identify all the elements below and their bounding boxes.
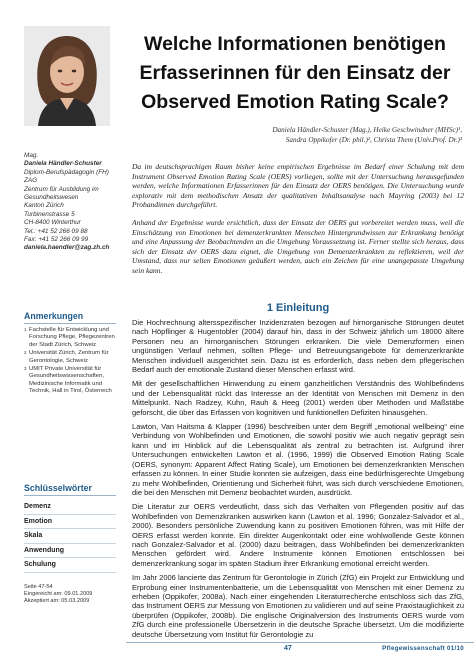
article-meta: [24, 584, 116, 606]
note-item: [24, 366, 116, 396]
address-line: CH-8400 Winterthur: [24, 219, 81, 227]
note-item: [24, 350, 116, 365]
note-number: 1: [24, 327, 27, 332]
title-line-1: Welche Informationen benötigen: [144, 33, 446, 55]
page-footer: [126, 642, 474, 655]
keyword-item: Skala: [24, 529, 116, 544]
abstract-paragraph: Da im deutschsprachigen Raum bisher keine empirischen Ergebnisse im Bedarf einer Schulung mit dem Instrument Observed Emotion Rating Scale (OERS) vorliegen, sollte mit der Untersuchung herausgefunden werden, welche Informationen Erfasserinnen für den Einsatz der OERS benötigen. Die Untersuchung wurde explorativ mit dem methodischen Ansatz der qualitativen Inhaltsanalyse nach Mayring (2003) bei 12 Probandinnen durchgeführt.: [132, 162, 464, 210]
keyword-item: Demenz: [24, 500, 116, 515]
address-line: Tel.: +41 52 266 09 88: [24, 227, 88, 235]
correspondence-address: [24, 152, 116, 253]
author-line-1: Daniela Händler-Schuster (Mag.), Heike Geschwindner (MHSc)¹,: [272, 126, 462, 134]
page-range: Seite 47-54: [24, 584, 53, 590]
notes-heading: Anmerkungen: [24, 311, 116, 324]
body-paragraph: Lawton, Van Haitsma & Klapper (1996) beschreiben unter dem Begriff „emotional wellbeing“ eine Verbindung von Wohlbefinden und Emotionen, die sowohl positiv wie auch negativ geprägt sein kann und im Hinblick auf die Lebensqualität als zentral zu betrachten ist. Aufgrund ihrer Untersuchungen entwickelten Lawton et al. (1996, 1999) die Observed Emotion Rating Scale (OERS, synonym: Apparent Affect Rating Scale), um Emotionen bei demenzerkrankten Menschen erfassen zu können. In einer Studie konnten sie aufzeigen, dass eine bedürfnisgerechte Umgebung zu mehr Wohlbefinden, Orientierung und Sicherheit führt, was sich durch verschiedene Emotionen, die bei den Menschen mit Demenz beobachtet wurden, ausdrückt.: [132, 422, 464, 497]
note-text: Fachstelle für Entwicklung und Forschung Pflege, Pflegezentren der Stadt Zürich, Schweiz: [29, 327, 115, 348]
note-text: UMIT Private Universität für Gesundheitswissenschaften, Medizinische Informatik und Technik, Hall in Tirol, Österreich: [29, 366, 112, 395]
section-body: [132, 318, 464, 639]
keywords-list: [24, 500, 116, 573]
address-line: Zentrum für Ausbildung im: [24, 185, 99, 193]
title-line-3: Observed Emotion Rating Scale?: [141, 91, 449, 113]
body-paragraph: Die Hochrechnung altersspezifischer Inzidenzraten bezogen auf hirnorganische Störungen deutet nach Höpflinger & Hugentobler (2004) darauf hin, dass in der Schweiz jährlich um 18000 ältere Personen neu an hirnorganischen Störungen erkranken. Die viele Demenzformen einen ungünstigen Verlauf nehmen, sollten Pflege- und Betreuungsangebote für demenzerkrankte Menschen individuell ausgerichtet sein. Dazu ist es erforderlich, dass neben dem pflegerischen Bedarf auch der emotionale Zustand dieser Menschen erfasst wird.: [132, 318, 464, 375]
address-line: Fax: +41 52 266 09 99: [24, 236, 89, 244]
note-text: Universität Zürich, Zentrum für Gerontologie, Schweiz: [29, 350, 109, 364]
article-title: [125, 30, 465, 117]
author-line-2: Sandra Oppikofer (Dr. phil.)², Christa Them (Univ.Prof. Dr.)³: [285, 136, 462, 144]
note-item: [24, 327, 116, 349]
author-list: [132, 125, 462, 145]
accepted-date: Akzeptiert am: 05.03.2009: [24, 598, 90, 605]
section-title: 1 Einleitung: [266, 302, 330, 314]
address-title: Mag.: [24, 152, 39, 159]
keyword-item: Emotion: [24, 515, 116, 530]
keywords-heading: Schlüsselwörter: [24, 483, 116, 496]
address-line: Diplom-Berufspädagogin (FH): [24, 168, 109, 176]
address-line: ZAG: [24, 177, 38, 185]
address-email[interactable]: daniela.haendler@zag.zh.ch: [24, 244, 110, 252]
address-name: Daniela Händler-Schuster: [24, 160, 102, 168]
address-line: Gesundheitswesen: [24, 194, 79, 202]
abstract: [132, 162, 464, 276]
journal-name: Pflegewissenschaft 01/10: [382, 645, 464, 652]
body-paragraph: Die Literatur zur OERS verdeutlicht, dass sich das Verhalten von Pflegenden positiv auf das Wohlbefinden von Demenzkranken auswirken kann (Lawton et al. 1996; Gonzalez-Salvador et al., 2000). Besonders persönliche Zuwendung kann zu positiven Emotionen führen, was mit Hilfe der OERS erfasst werden konnte. Ein direkter Augenkontakt oder eine wohlwollende Geste können nach Gonzalez-Salvador et al. (2000) dazu beitragen, dass Wohlbefinden bei demenzerkrankten Menschen gefördert wird. Andere Instrumente können Emotionen entschlossen bei demenzerkrankung sogar im späten Stadium ihrer Erkrankung emotional erreicht werden.: [132, 502, 464, 568]
note-number: 3: [24, 366, 27, 372]
notes-list: [24, 327, 116, 397]
address-line: Turbinenstrasse 5: [24, 210, 75, 218]
abstract-paragraph: Anhand der Ergebnisse wurde ersichtlich, dass der Einsatz der OERS gut vorbereitet werden muss, weil die Einschätzung von Emotionen bei demenzerkrankten Menschen Hintergrundwissen zur Erkrankung benötigt und eine Anpassung der Beobachtenden an die Umgebung Voraussetzung ist. Ferner stellte sich heraus, dass sich der Einsatz der OERS dazu eignet, die Umgebung von Demenzerkrankten zu reflektieren, weil der Umstand, dass nur selten Emotionen geäußert werden, auch ein Zeichen für eine unangepasste Umgebung sein kann.: [132, 217, 464, 275]
keyword-item: Schulung: [24, 558, 116, 573]
title-line-2: Erfasserinnen für den Einsatz der: [139, 62, 451, 84]
note-number: 2: [24, 350, 27, 356]
page-number: 47: [284, 645, 292, 652]
author-photo: [24, 26, 110, 126]
address-line: Kanton Zürich: [24, 202, 64, 210]
body-paragraph: Mit der gesellschaftlichen Hinwendung zu einem ganzheitlichen Verständnis des Wohlbefindens und der Lebensqualität rückt das Interesse an der Identität von Menschen mit Demenz in den Mittelpunkt. Nach Radzey, Kuhn, Rauh & Heeg (2001) werden über Methoden und Maßstäbe geforscht, die über das Erfassen von kognitiven und funktionellen Defiziten hinausgehen.: [132, 379, 464, 417]
body-paragraph: Im Jahr 2006 lancierte das Zentrum für Gerontologie in Zürich (ZfG) ein Projekt zur Entwicklung und Erprobung einer Instrumentenbatterie, um die Lebensqualität von Menschen mit einer Demenz zu erheben (Oppikofer, 2008a). Nach einer eingehenden Literaturrecherche entschloss sich das ZfG, das Instrument OERS zur Messung von Emotionen zu validieren und auf seine Praxistauglichkeit zu überprüfen (Oppikofer, 2008b). Die englische Originalversion des Instruments OERS wurde vom ZfG durch eine professionelle Übersetzerin in die deutsche Sprache übersetzt. Um die modifizierte deutsche Übersetzung vom Institut für Gerontologie zu: [132, 573, 464, 639]
received-date: Eingereicht am: 09.01.2009: [24, 591, 93, 598]
keyword-item: Anwendung: [24, 544, 116, 559]
